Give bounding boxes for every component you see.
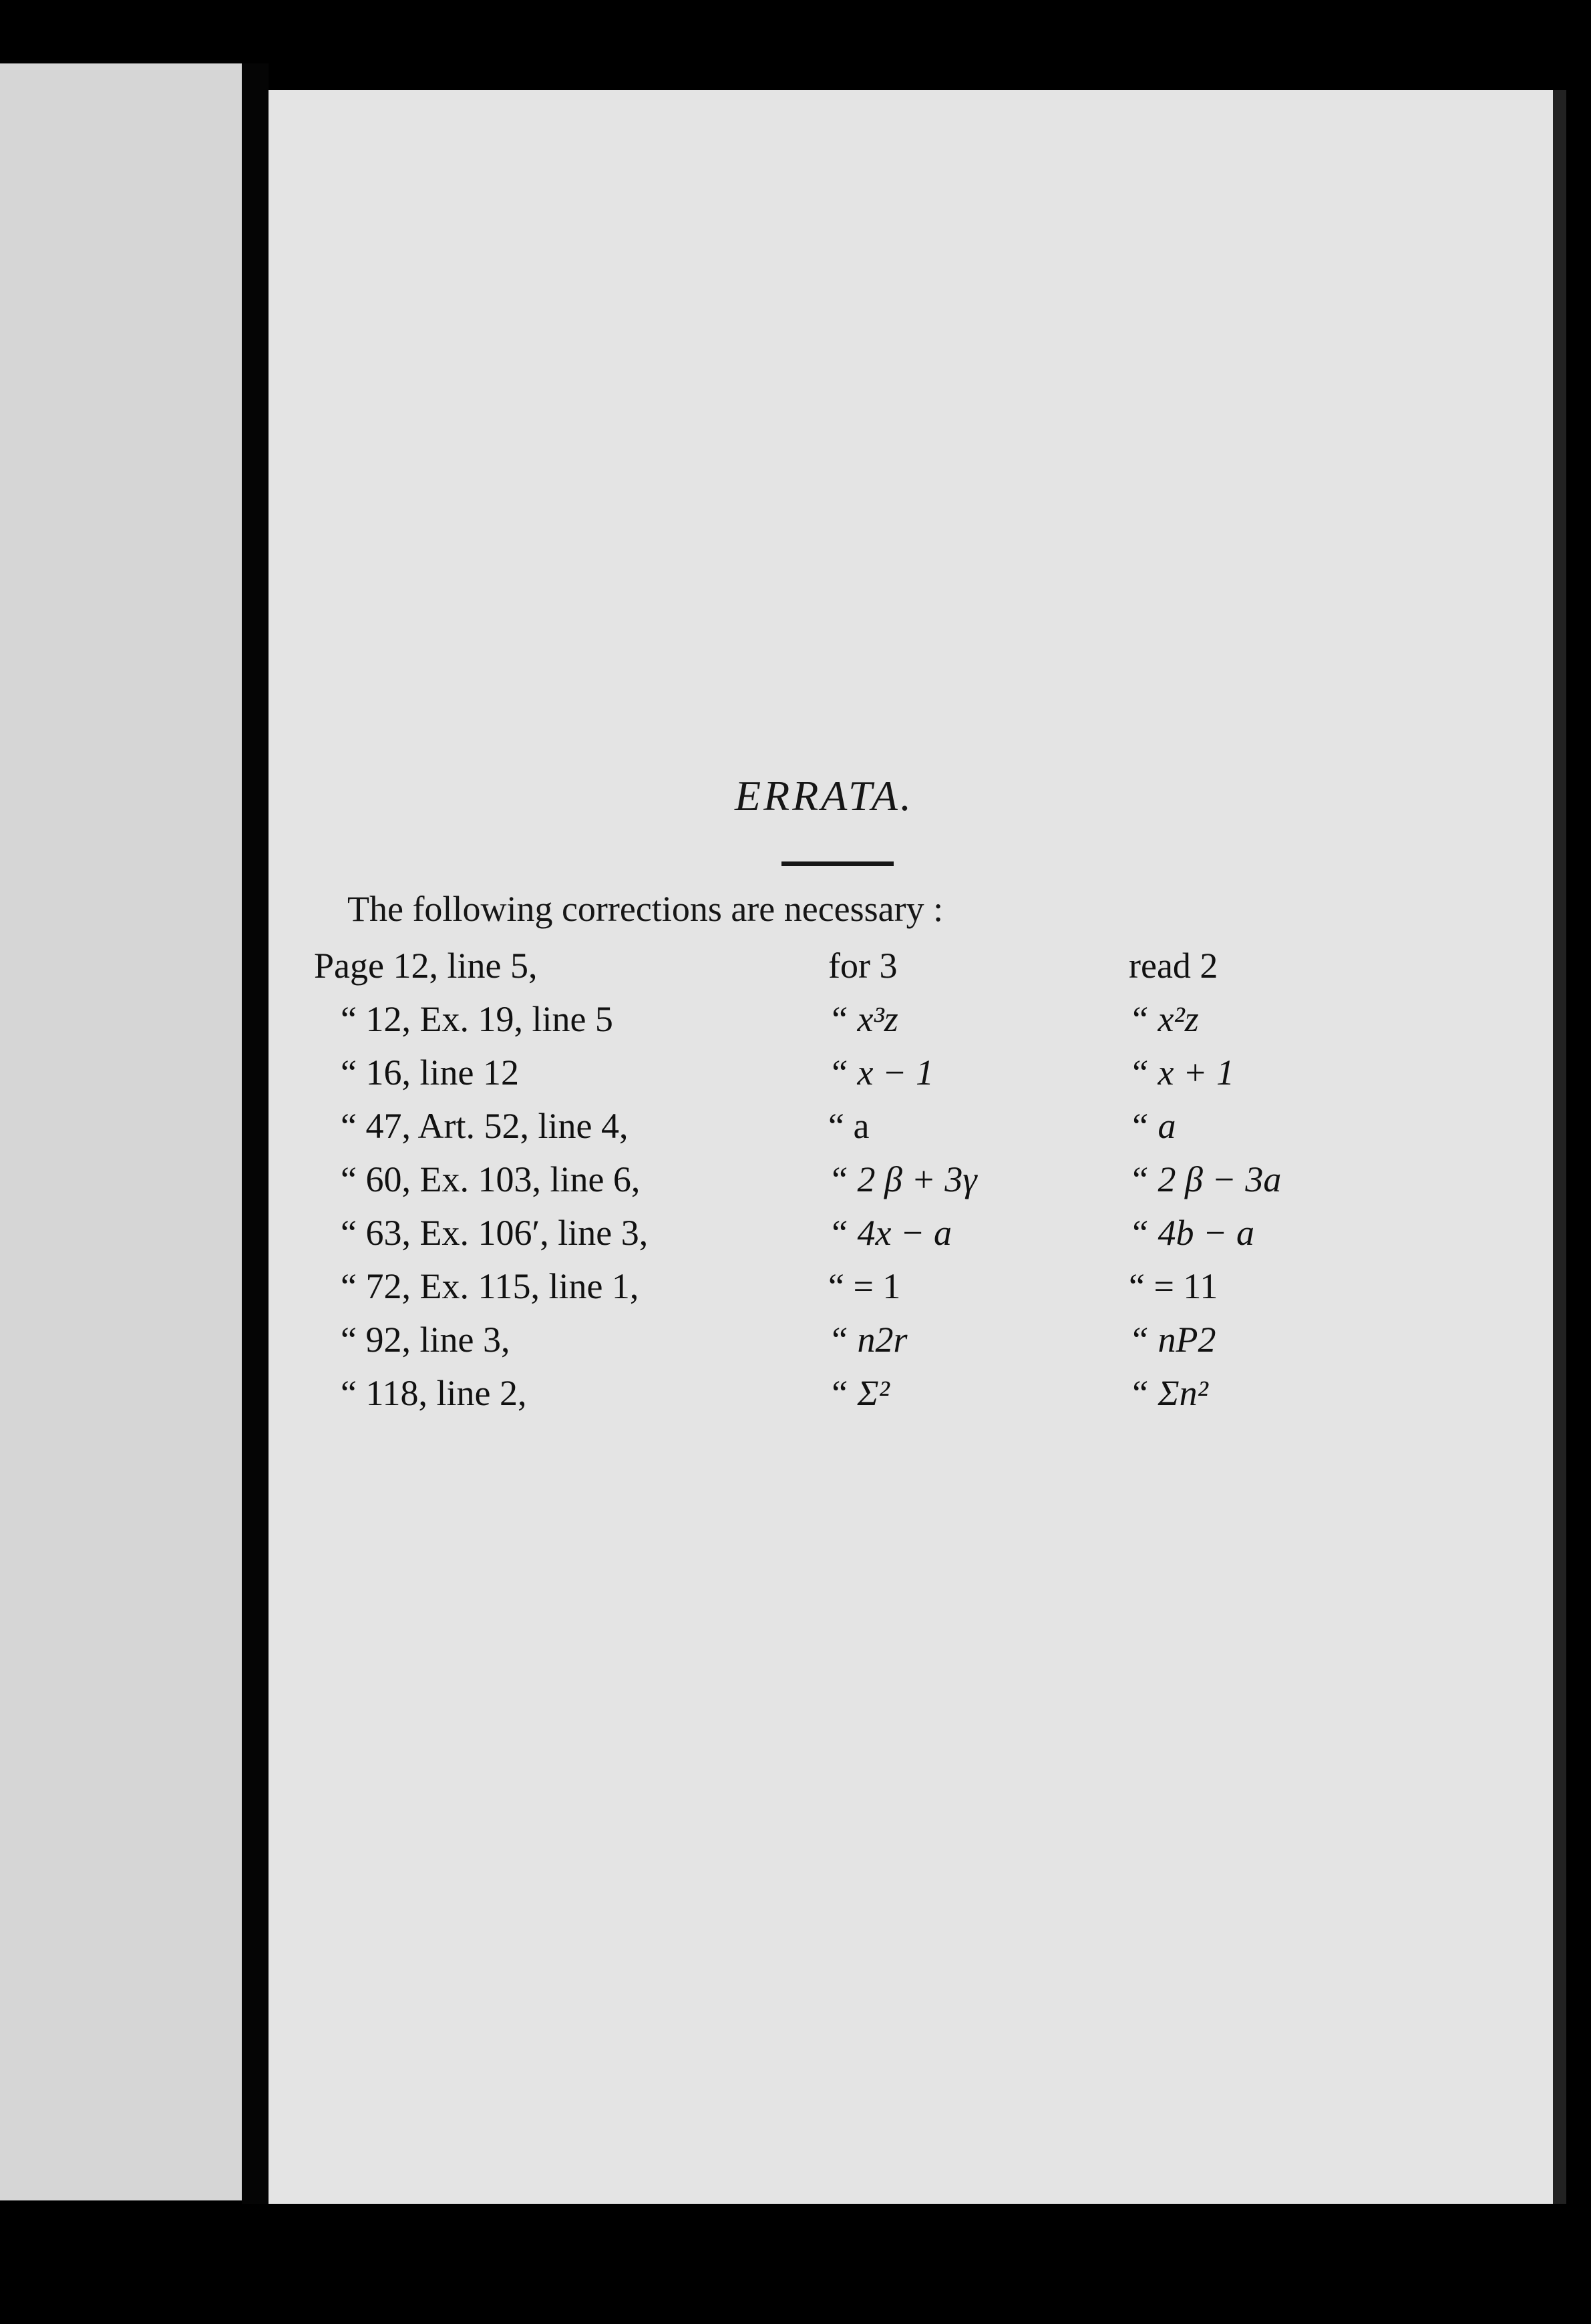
incorrect-cell: “ 2 β + 3γ [828, 1159, 977, 1199]
errata-row [0, 998, 1591, 1052]
errata-row [0, 1052, 1591, 1105]
incorrect-cell: for 3 [828, 946, 898, 986]
errata-row [0, 1212, 1591, 1266]
correct-cell: read 2 [1129, 946, 1218, 986]
location-cell: “ 72, Ex. 115, line 1, [341, 1266, 639, 1306]
correct-cell: “ 4b − a [1129, 1213, 1254, 1253]
correct-cell: “ nP2 [1129, 1320, 1216, 1360]
incorrect-cell: “ = 1 [828, 1266, 901, 1306]
errata-row [0, 1159, 1591, 1212]
incorrect-cell: “ x³z [828, 999, 898, 1039]
errata-title: ERRATA. [735, 772, 914, 819]
errata-row [0, 1319, 1591, 1372]
location-cell: “ 12, Ex. 19, line 5 [341, 999, 613, 1039]
incorrect-cell: “ x − 1 [828, 1052, 934, 1093]
incorrect-cell: “ n2r [828, 1320, 908, 1360]
correct-cell: “ x + 1 [1129, 1052, 1234, 1093]
location-cell: Page 12, line 5, [314, 946, 538, 986]
location-cell: “ 118, line 2, [341, 1373, 527, 1413]
correct-cell: “ x²z [1129, 999, 1199, 1039]
correct-cell: “ = 11 [1129, 1266, 1218, 1306]
scan-border-bottom [0, 2204, 1591, 2324]
title-rule [781, 861, 894, 866]
location-cell: “ 63, Ex. 106′, line 3, [341, 1213, 649, 1253]
correct-cell: “ 2 β − 3a [1129, 1159, 1282, 1199]
errata-row [0, 1105, 1591, 1159]
location-cell: “ 47, Art. 52, line 4, [341, 1106, 629, 1146]
incorrect-cell: “ 4x − a [828, 1213, 952, 1253]
errata-intro: The following corrections are necessary : [347, 889, 944, 929]
errata-row [0, 1266, 1591, 1319]
errata-row [0, 945, 1591, 998]
incorrect-cell: “ a [828, 1106, 870, 1146]
correct-cell: “ Σn² [1129, 1373, 1208, 1413]
correct-cell: “ a [1129, 1106, 1176, 1146]
errata-row [0, 1372, 1591, 1426]
location-cell: “ 16, line 12 [341, 1052, 519, 1093]
location-cell: “ 92, line 3, [341, 1320, 510, 1360]
location-cell: “ 60, Ex. 103, line 6, [341, 1159, 641, 1199]
incorrect-cell: “ Σ² [828, 1373, 890, 1413]
